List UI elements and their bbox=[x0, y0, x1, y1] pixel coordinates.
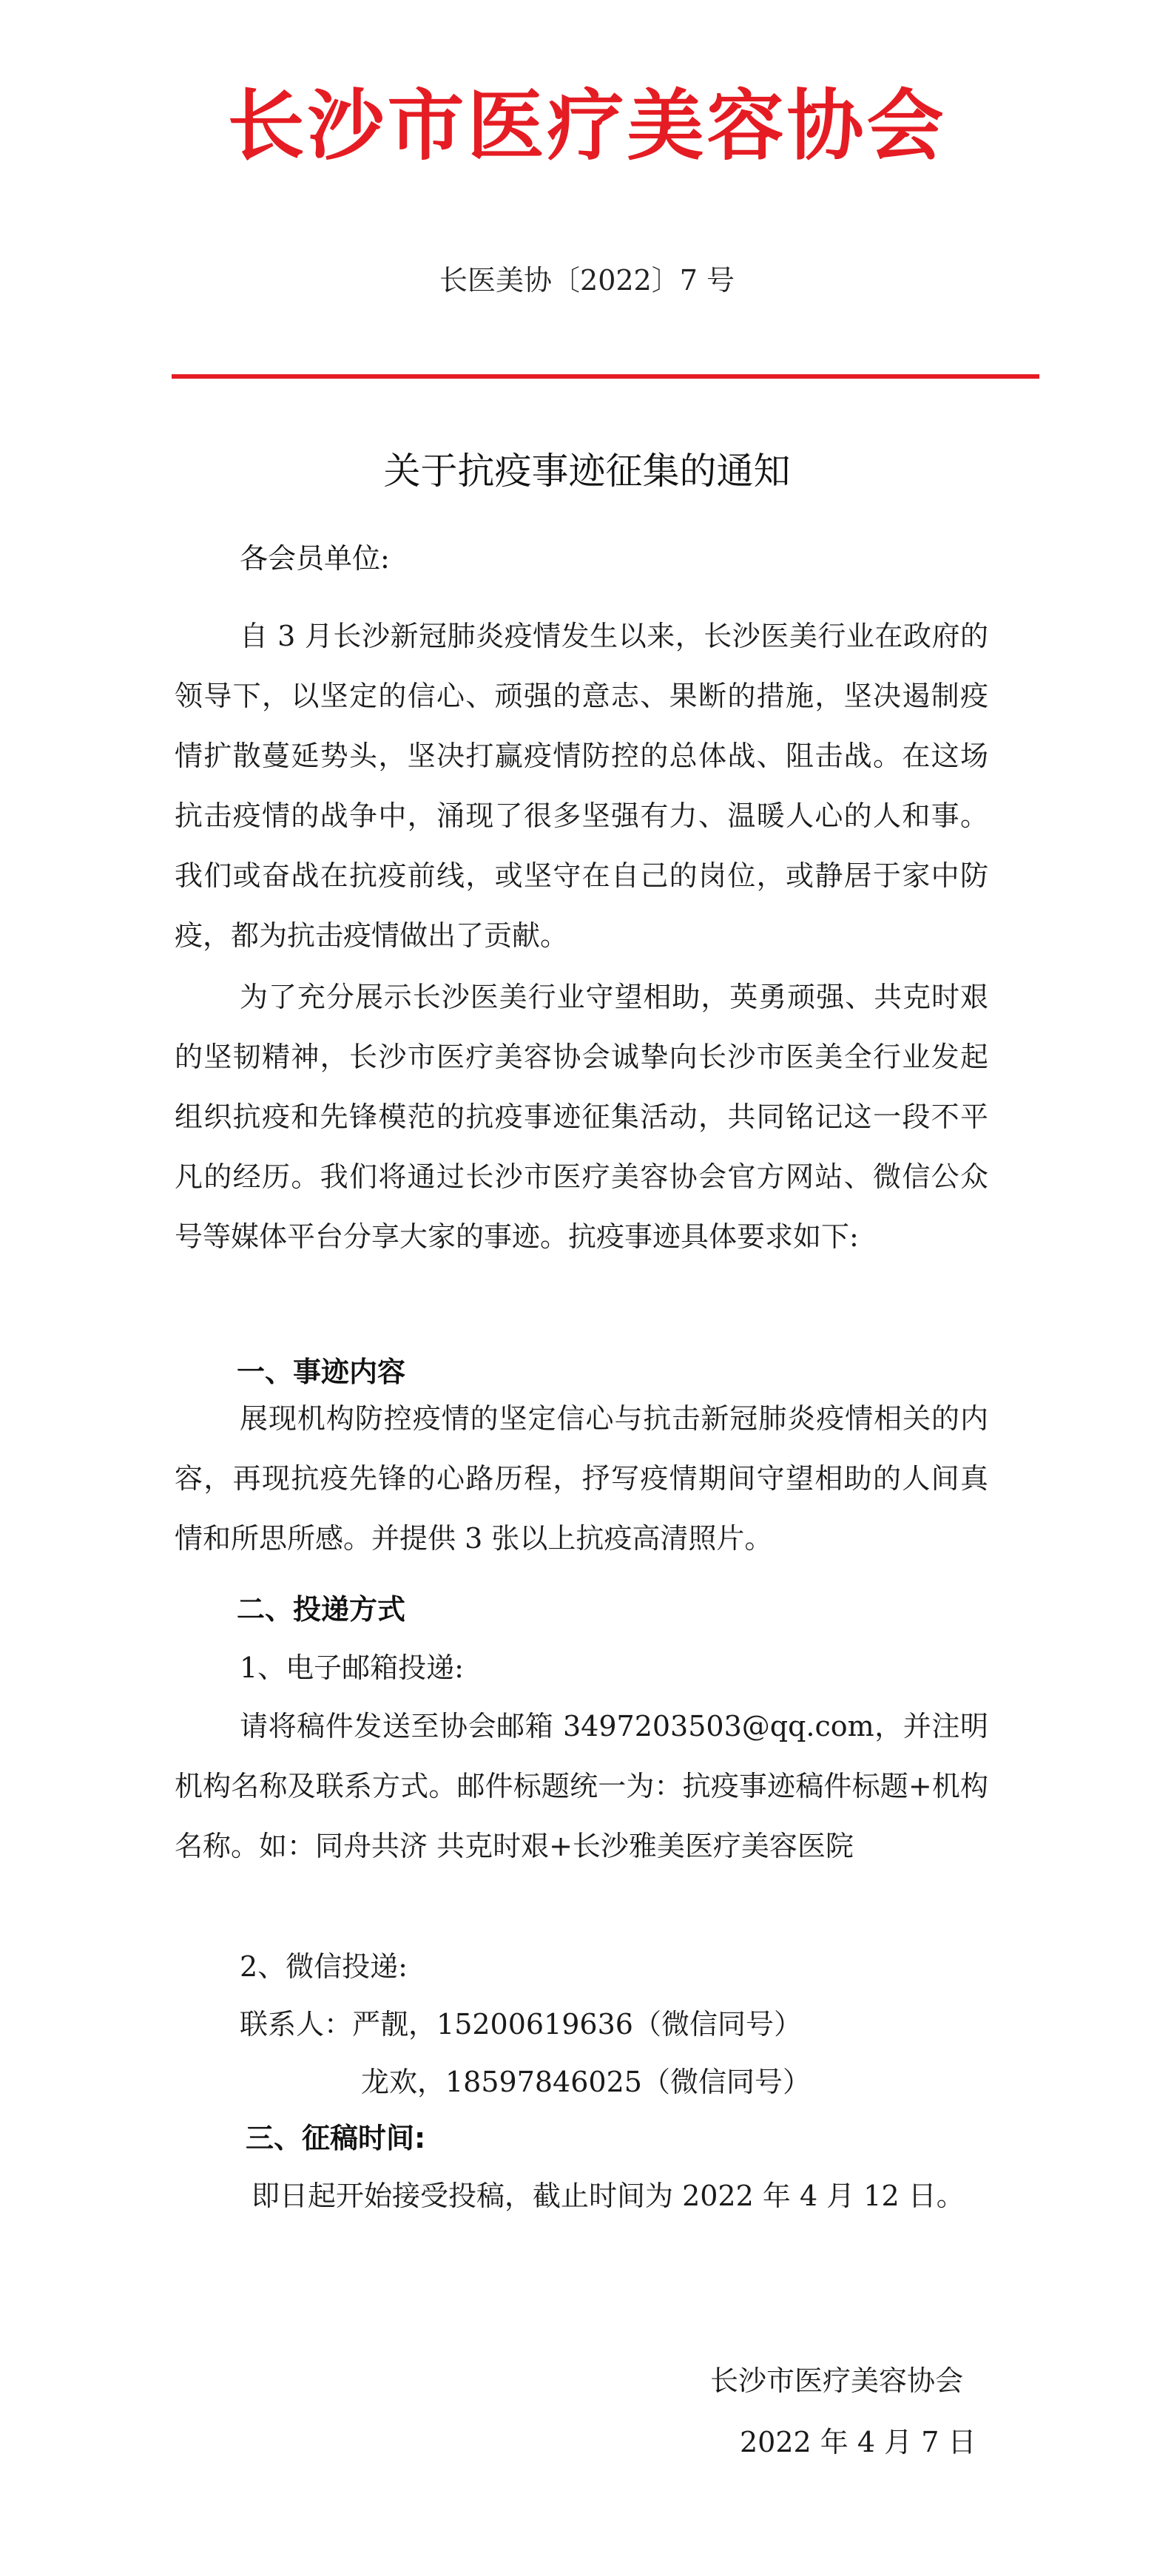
salutation: 各会员单位: bbox=[240, 542, 390, 575]
intro-paragraph-1 bbox=[175, 606, 988, 966]
contact-row-1 bbox=[240, 2008, 802, 2041]
signature-organization: 长沙市医疗美容协会 bbox=[710, 2364, 964, 2397]
contact-prefix: 联系人： bbox=[240, 2008, 353, 2041]
contact-2: 龙欢，18597846025（微信同号） bbox=[361, 2066, 811, 2098]
section-heading-delivery: 二、投递方式 bbox=[237, 1593, 406, 1626]
email-delivery-text bbox=[175, 1697, 988, 1876]
paragraph-text: 请将稿件发送至协会邮箱 3497203503@qq.com，并注明机构名称及联系方式。邮件标题统一为：抗疫事迹稿件标题+机构名称。如：同舟共济 共克时艰+长沙雅美医疗美容医院 bbox=[175, 1710, 988, 1862]
notice-title: 关于抗疫事迹征集的通知 bbox=[383, 450, 791, 493]
section-heading-content: 一、事迹内容 bbox=[237, 1356, 406, 1388]
paragraph-text: 自 3 月长沙新冠肺炎疫情发生以来，长沙医美行业在政府的领导下，以坚定的信心、顽强的意志、果断的措施，坚决遏制疫情扩散蔓延势头，坚决打赢疫情防控的总体战、阻击战。在这场抗击疫情的战争中，涌现了很多坚强有力、温暖人心的人和事。我们或奋战在抗疫前线，或坚守在自己的岗位，或静居于家中防疫，都为抗击疫情做出了贡献。 bbox=[175, 620, 988, 952]
paragraph-text: 为了充分展示长沙医美行业守望相助，英勇顽强、共克时艰的坚韧精神，长沙市医疗美容协会诚挚向长沙市医美全行业发起组织抗疫和先锋模范的抗疫事迹征集活动，共同铭记这一段不平凡的经历。我们将通过长沙市医疗美容协会官方网站、微信公众号等媒体平台分享大家的事迹。抗疫事迹具体要求如下: bbox=[175, 981, 988, 1253]
signature-date: 2022 年 4 月 7 日 bbox=[740, 2426, 976, 2458]
section-heading-deadline: 三、征稿时间: bbox=[246, 2122, 426, 2154]
organization-header: 长沙市医疗美容协会 bbox=[227, 80, 947, 171]
contact-1: 严靓，15200619636（微信同号） bbox=[352, 2008, 802, 2041]
deadline-text: 即日起开始接受投稿，截止时间为 2022 年 4 月 12 日。 bbox=[252, 2180, 965, 2212]
paragraph-text: 展现机构防控疫情的坚定信心与抗击新冠肺炎疫情相关的内容，再现抗疫先锋的心路历程，抒写疫情期间守望相助的人间真情和所思所感。并提供 3 张以上抗疫高清照片。 bbox=[175, 1402, 988, 1555]
section-content-text bbox=[175, 1389, 988, 1569]
wechat-delivery-label: 2、微信投递: bbox=[240, 1950, 408, 1983]
intro-paragraph-2 bbox=[175, 967, 988, 1267]
document-number: 长医美协〔2022〕7 号 bbox=[439, 264, 735, 297]
header-divider bbox=[172, 374, 1039, 379]
email-delivery-label: 1、电子邮箱投递: bbox=[240, 1652, 464, 1684]
